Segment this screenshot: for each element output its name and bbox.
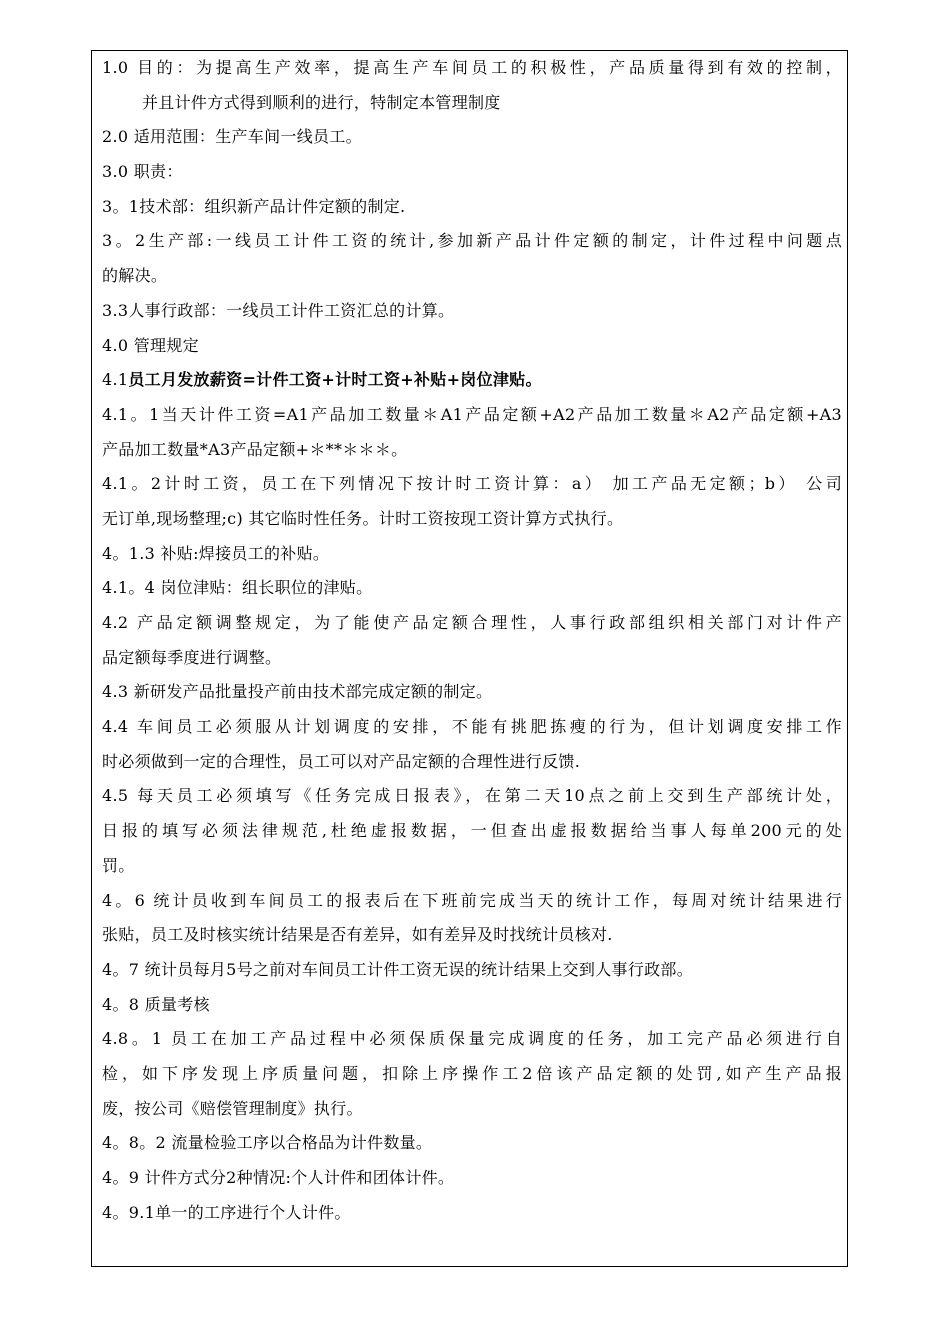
line-obey-schedule: 4.4 车间员工必须服从计划调度的安排，不能有挑肥拣瘦的行为，但计划调度安排工作 bbox=[102, 717, 842, 737]
line-salary-formula bbox=[102, 363, 842, 398]
line-subsidy: 4。1.3 补贴:焊接员工的补贴。 bbox=[102, 543, 330, 563]
line-obey-schedule-cont: 时必须做到一定的合理性，员工可以对产品定额的合理性进行反馈. bbox=[102, 751, 581, 771]
line-time-wage: 4.1。2计时工资，员工在下列情况下按计时工资计算：a） 加工产品无定额；b） 公司 bbox=[102, 474, 842, 494]
line-monthly-submit: 4。7 统计员每月5号之前对车间员工计件工资无误的统计结果上交到人事行政部。 bbox=[102, 959, 694, 979]
document-frame bbox=[91, 50, 848, 1267]
line-quality-1-cont: 检，如下序发现上序质量问题，扣除上序操作工2倍该产品定额的处罚,如产生产品报 bbox=[102, 1063, 842, 1083]
line-individual-piece: 4。9.1单一的工序进行个人计件。 bbox=[102, 1202, 351, 1222]
line-piece-method: 4。9 计件方式分2种情况:个人计件和团体计件。 bbox=[102, 1168, 455, 1187]
line-new-product: 4.3 新研发产品批量投产前由技术部完成定额的制定。 bbox=[102, 682, 493, 702]
line-duty-tech: 3。1技术部：组织新产品计件定额的制定. bbox=[102, 196, 406, 216]
line-salary-number: 4.1 bbox=[102, 370, 129, 390]
line-scope: 2.0 适用范围：生产车间一线员工。 bbox=[102, 127, 362, 147]
line-duty-production-cont: 的解决。 bbox=[102, 266, 168, 286]
line-quality-heading: 4。8 质量考核 bbox=[102, 994, 210, 1014]
line-duties-heading: 3.0 职责： bbox=[102, 162, 183, 182]
line-quota-adjust: 4.2 产品定额调整规定，为了能使产品定额合理性，人事行政部组织相关部门对计件产 bbox=[102, 613, 842, 632]
document-body bbox=[102, 51, 842, 1230]
line-duty-hr: 3.3人事行政部：一线员工计件工资汇总的计算。 bbox=[102, 300, 455, 320]
line-daily-report: 4.5 每天员工必须填写《任务完成日报表》，在第二天10点之前上交到生产部统计处， bbox=[102, 786, 842, 806]
line-quality-2: 4。8。2 流量检验工序以合格品为计件数量。 bbox=[102, 1133, 433, 1153]
line-rules-heading: 4.0 管理规定 bbox=[102, 335, 199, 355]
line-piece-wage: 4.1。1当天计件工资=A1产品加工数量＊A1产品定额+A2产品加工数量＊A2产品定额+A3 bbox=[102, 404, 842, 424]
line-quality-1-end: 废，按公司《赔偿管理制度》执行。 bbox=[102, 1098, 363, 1118]
line-salary-bold: 员工月发放薪资=计件工资+计时工资+补贴+岗位津贴。 bbox=[128, 370, 542, 390]
line-quota-adjust-cont: 品定额每季度进行调整。 bbox=[102, 647, 282, 667]
line-statistics-cont: 张贴，员工及时核实统计结果是否有差异，如有差异及时找统计员核对. bbox=[102, 925, 613, 945]
line-allowance: 4.1。4 岗位津贴：组长职位的津贴。 bbox=[102, 578, 373, 598]
line-time-wage-cont: 无订单,现场整理;c) 其它临时性任务。计时工资按现工资计算方式执行。 bbox=[102, 508, 624, 528]
line-duty-production: 3。2生产部:一线员工计件工资的统计,参加新产品计件定额的制定，计件过程中问题点 bbox=[102, 231, 842, 251]
line-statistics: 4。6 统计员收到车间员工的报表后在下班前完成当天的统计工作，每周对统计结果进行 bbox=[102, 890, 842, 910]
line-piece-wage-cont: 产品加工数量*A3产品定额+＊**＊＊＊。 bbox=[102, 439, 408, 459]
line-purpose: 1.0 目的：为提高生产效率，提高生产车间员工的积极性，产品质量得到有效的控制， bbox=[102, 58, 842, 77]
line-quality-1: 4.8。1 员工在加工产品过程中必须保质保量完成调度的任务，加工完产品必须进行自 bbox=[102, 1029, 842, 1049]
line-daily-report-end: 罚。 bbox=[102, 855, 135, 875]
line-daily-report-cont: 日报的填写必须法律规范,杜绝虚报数据，一但查出虚报数据给当事人每单200元的处 bbox=[102, 821, 842, 841]
line-purpose-cont: 并且计件方式得到顺利的进行，特制定本管理制度 bbox=[142, 92, 501, 112]
